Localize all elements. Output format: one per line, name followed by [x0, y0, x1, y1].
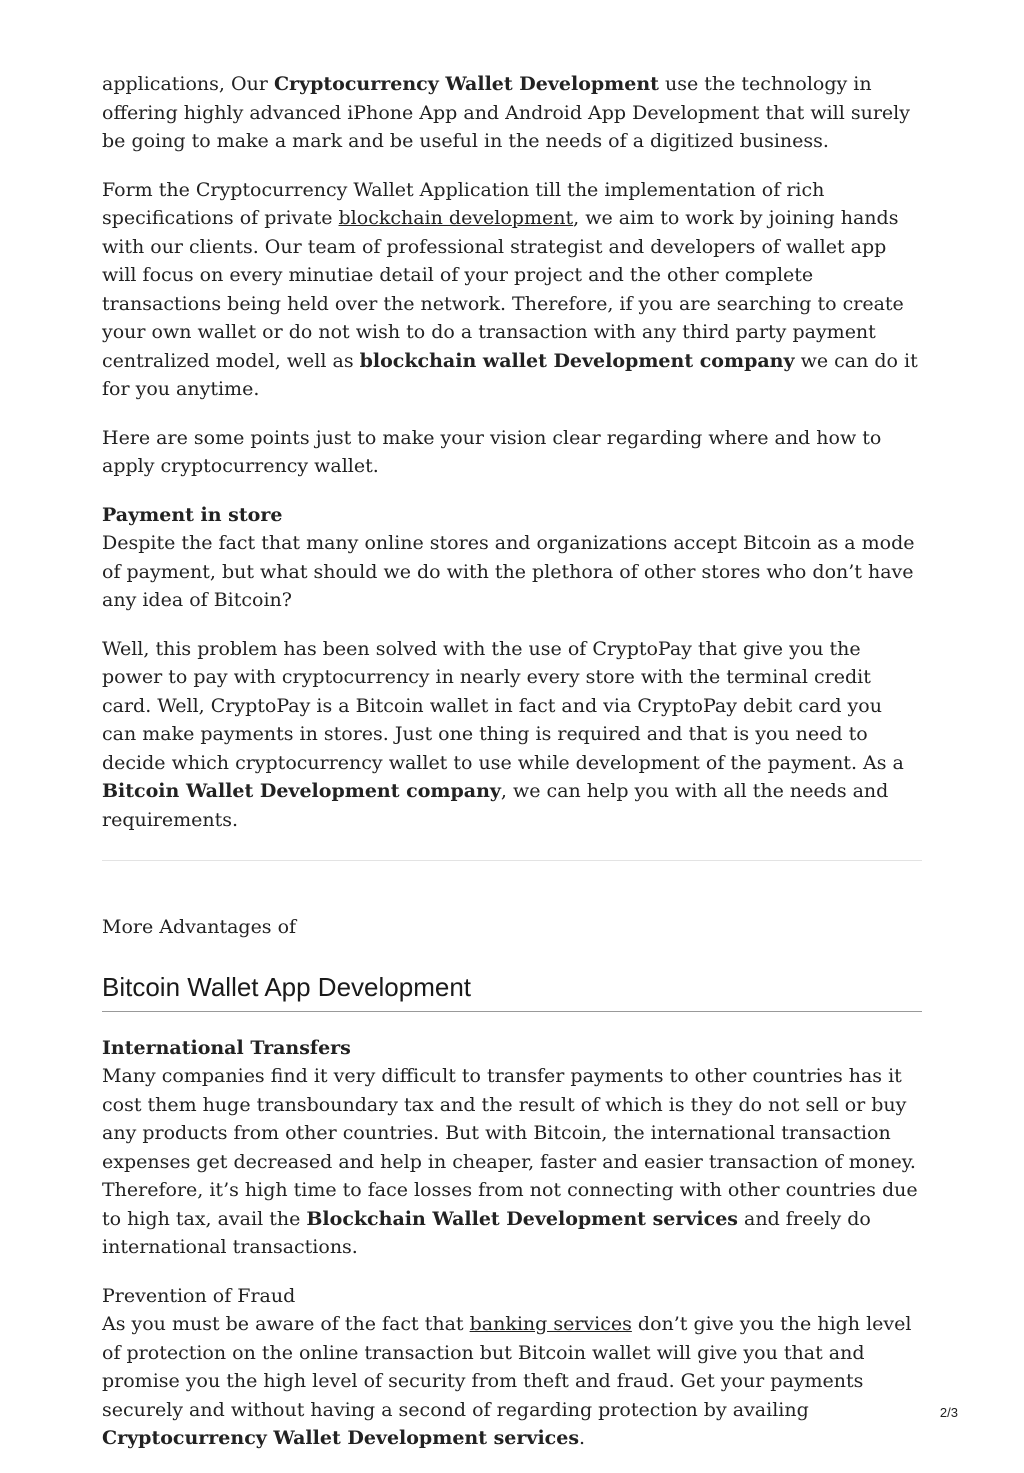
paragraph-text: As you must be aware of the fact that	[102, 1313, 470, 1335]
subheading-payment-in-store: Payment in store	[102, 503, 283, 526]
paragraph-text: , we aim to work by joining hands with our clients. Our team of professional strategist and developers of wallet app will focus on every minutiae detail of your project and the other complete transactions being held over the network. Therefore, if you are searching to create your own wallet or do not wish to do a transaction with any third party payment centralized model, well as	[102, 207, 904, 372]
document-page	[102, 70, 922, 1473]
paragraph-text: .	[579, 1427, 586, 1449]
paragraph-wallet-application	[102, 176, 922, 404]
blockchain-development-link[interactable]: blockchain development	[338, 207, 574, 229]
paragraph-text: Well, this problem has been solved with the use of CryptoPay that give you the power to pay with cryptocurrency in nearly every store with the terminal credit card. Well, CryptoPay is a Bitcoin wallet in fact and via CryptoPay debit card you can make payments in stores. Just one thing is required and that is you need to decide which cryptocurrency wallet to use while development of the payment. As a	[102, 637, 904, 774]
paragraph-text: use the technology in offering highly advanced iPhone App and Android App Development that will surely be going to make a mark and be useful in the needs of a digitized business.	[102, 73, 910, 152]
paragraph-points: Here are some points just to make your vision clear regarding where and how to apply cryptocurrency wallet.	[102, 426, 882, 477]
paragraph-text: Form the Cryptocurrency Wallet Application till the implementation of rich specifications of private	[102, 178, 825, 229]
paragraph-text: , we can help you with all the needs and requirements.	[102, 780, 889, 831]
paragraph-text: Many companies find it very difficult to transfer payments to other countries has it cost them huge transboundary tax and the result of which is they do not sell or buy any products from other countries. But with Bitcoin, the international transaction expenses get decreased and help in cheaper, faster and easier transaction of money. Therefore, it’s high time to face losses from not connecting with other countries due to high tax, avail the	[102, 1065, 918, 1230]
more-advantages-text: More Advantages of	[102, 916, 297, 938]
bold-term: Bitcoin Wallet Development company	[102, 780, 501, 802]
paragraph-text: applications, Our	[102, 73, 274, 95]
paragraph-text: Despite the fact that many online stores and organizations accept Bitcoin as a mode of payment, but what should we do with the plethora of other stores who don’t have any idea of Bitcoin?	[102, 532, 915, 611]
banking-services-link[interactable]: banking services	[469, 1313, 632, 1335]
paragraph-prevention-of-fraud	[102, 1282, 922, 1453]
section-divider	[102, 860, 922, 861]
paragraph-text: and freely do international transactions.	[102, 1207, 871, 1258]
paragraph-cryptopay	[102, 635, 922, 835]
page-number: 2/3	[939, 1405, 958, 1420]
bold-term: blockchain wallet Development company	[359, 349, 795, 372]
paragraph-text: don’t give you the high level of protection on the online transaction but Bitcoin wallet will give you that and promise you the high level of security from theft and fraud. Get your payments securely and without having a second of regarding protection by availing	[102, 1313, 912, 1421]
bold-term: Cryptocurrency Wallet Development	[273, 73, 659, 95]
paragraph-intro	[102, 70, 922, 156]
section-heading: Bitcoin Wallet App Development	[102, 970, 922, 1012]
bold-term: Blockchain Wallet Development services	[306, 1207, 738, 1230]
paragraph-international-transfers	[102, 1034, 922, 1262]
subheading-prevention-of-fraud: Prevention of Fraud	[102, 1284, 296, 1307]
bold-term: Cryptocurrency Wallet Development services	[102, 1427, 580, 1449]
paragraph-payment-in-store	[102, 501, 922, 615]
subheading-international-transfers: International Transfers	[102, 1036, 351, 1059]
paragraph-text: we can do it for you anytime.	[102, 349, 918, 400]
